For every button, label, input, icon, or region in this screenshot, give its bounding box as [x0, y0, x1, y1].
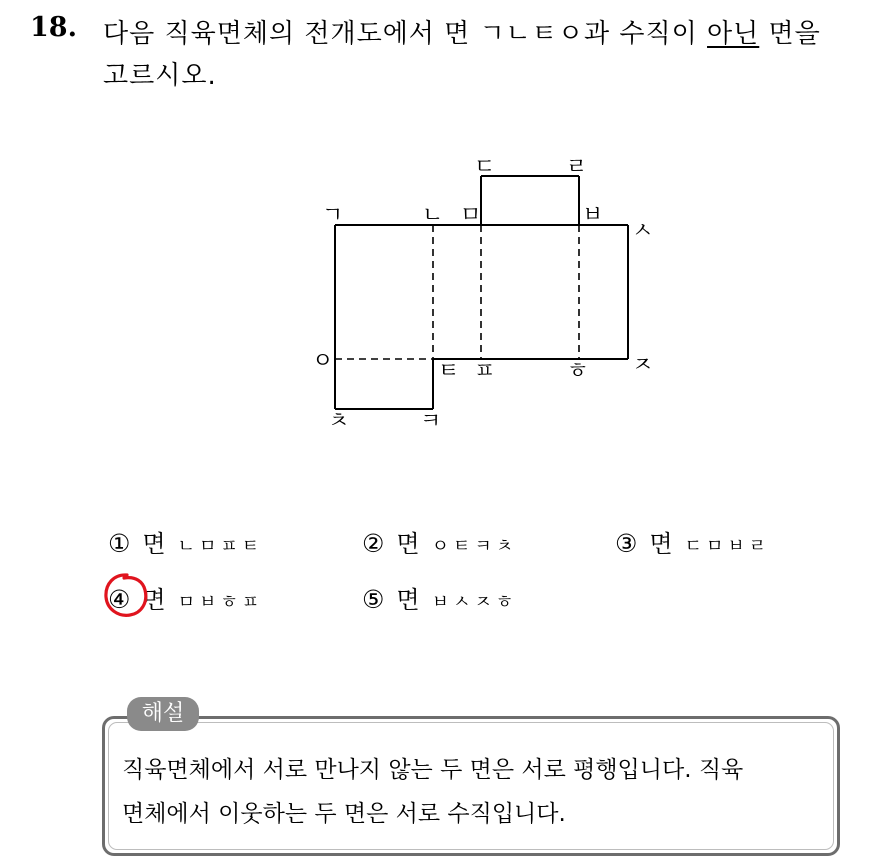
choice-number: ② — [362, 529, 385, 558]
choice-prefix: 면 — [142, 586, 166, 614]
point-label-t: ㅌ — [438, 359, 460, 384]
choice-prefix: 면 — [142, 530, 166, 558]
choice-face: ㅁㅂㅎㅍ — [177, 592, 264, 613]
choice-3[interactable] — [615, 524, 770, 559]
point-label-o: ㅇ — [312, 349, 334, 374]
point-label-h: ㅎ — [567, 359, 589, 384]
explanation-line2: 면체에서 이웃하는 두 면은 서로 수직입니다. — [122, 801, 566, 827]
choice-number: ① — [108, 529, 131, 558]
choice-1[interactable] — [108, 524, 263, 559]
choice-face: ㄷㅁㅂㄹ — [684, 536, 771, 557]
choice-prefix: 면 — [649, 530, 673, 558]
point-label-ch: ㅊ — [328, 409, 350, 434]
choice-prefix: 면 — [396, 586, 420, 614]
point-label-r: ㄹ — [566, 155, 588, 180]
choice-prefix: 면 — [396, 530, 420, 558]
point-label-d: ㄷ — [474, 155, 496, 180]
point-label-s: ㅅ — [632, 219, 654, 244]
choice-face: ㅇㅌㅋㅊ — [431, 536, 518, 557]
point-label-k: ㅋ — [420, 409, 442, 434]
explanation-text — [122, 748, 830, 836]
point-label-n: ㄴ — [422, 203, 444, 228]
choice-face: ㄴㅁㅍㅌ — [177, 536, 264, 557]
question-text-part: 다음 직육면체의 전개도에서 면 ㄱㄴㅌㅇ과 수직이 — [103, 19, 708, 49]
question-number: 18. — [30, 12, 77, 43]
question-text-line2: 고르시오. — [103, 61, 217, 91]
choice-number: ③ — [615, 529, 638, 558]
point-label-m: ㅁ — [460, 203, 482, 228]
choice-5[interactable] — [362, 580, 517, 615]
choice-number: ⑤ — [362, 585, 385, 614]
question-text-part-end: 면을 — [759, 19, 821, 49]
point-label-j: ㅈ — [632, 353, 654, 378]
choice-face: ㅂㅅㅈㅎ — [431, 592, 518, 613]
point-label-p: ㅍ — [474, 359, 496, 384]
explanation-line1: 직육면체에서 서로 만나지 않는 두 면은 서로 평행입니다. 직육 — [122, 757, 744, 783]
answer-circle-mark-icon — [102, 571, 152, 621]
choice-number: ④ — [108, 585, 131, 614]
point-label-b: ㅂ — [582, 203, 604, 228]
point-label-g: ㄱ — [322, 203, 344, 228]
question-underlined-word: 아닌 — [707, 19, 760, 49]
choice-2[interactable] — [362, 524, 517, 559]
explanation-tag: 해설 — [127, 697, 199, 731]
answer-circle-stroke — [106, 575, 146, 615]
